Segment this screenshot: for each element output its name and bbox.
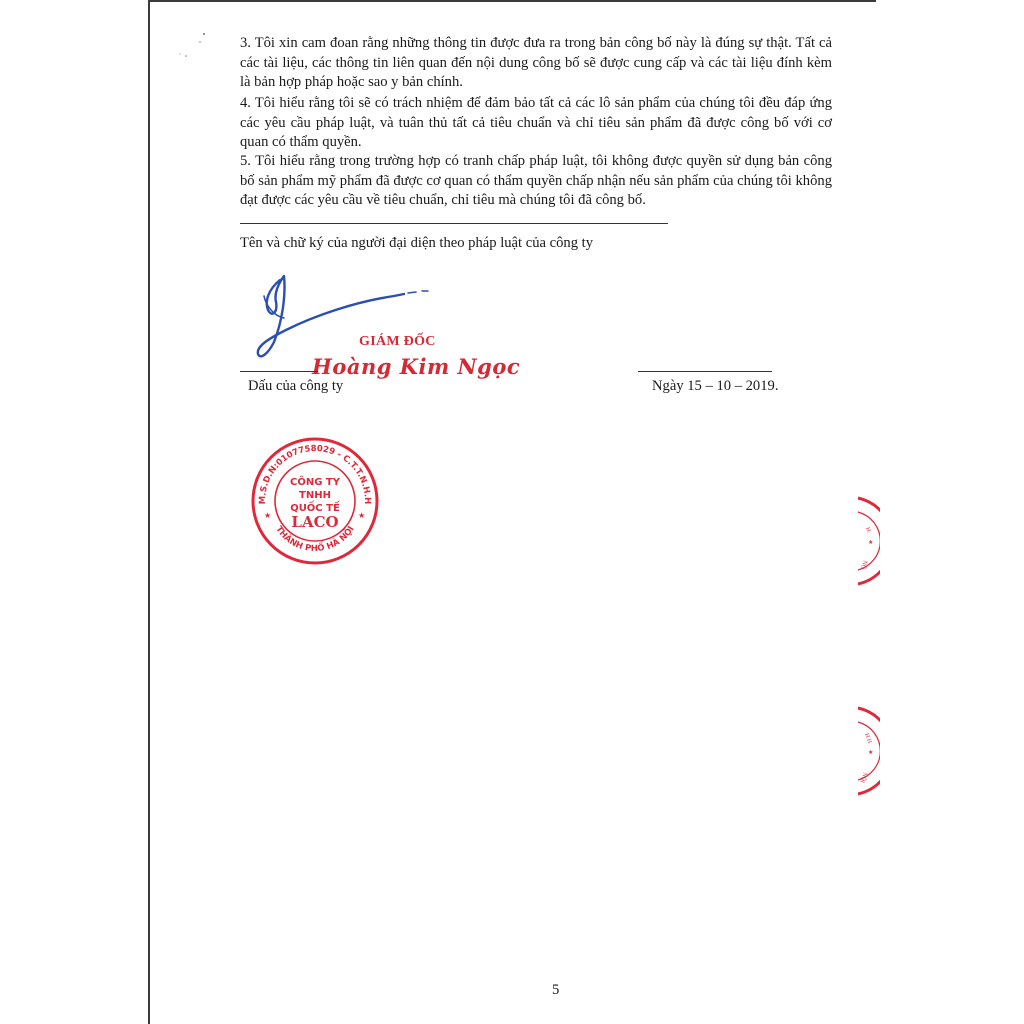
svg-text:H.: H. <box>864 526 872 535</box>
divider-line <box>240 223 668 224</box>
page-number: 5 <box>552 982 560 998</box>
signature-label: Tên và chữ ký của người đại diện theo pháp luật của công ty <box>240 235 594 251</box>
clause-3: 3. Tôi xin cam đoan rằng những thông tin được đưa ra trong bản công bố này là đúng sự thật. Tất cả các tài liệu, các thông tin liên quan đến nội dung công bố sẽ được cung cấp và các tài liệu đính kèm là bản hợp pháp hoặc sao y bản chính. <box>240 35 832 90</box>
seal-line-4: LACO <box>291 513 339 531</box>
svg-text:★: ★ <box>868 540 874 546</box>
clause-5: 5. Tôi hiểu rằng trong trường hợp có tranh chấp pháp luật, tôi không được quyền sử dụng bản công bố sản phẩm mỹ phẩm đã được cơ quan có thẩm quyền chấp nhận nếu sản phẩm của chúng tôi không đạt được các yêu cầu về tiêu chuẩn, chỉ tiêu mà chúng tôi đã công bố. <box>240 153 832 208</box>
seal-line-2: TNHH <box>299 490 331 501</box>
svg-text:★: ★ <box>868 750 874 756</box>
seal-star-left: ★ <box>264 511 272 520</box>
clause-4: 4. Tôi hiểu rằng tôi sẽ có trách nhiệm để đảm bảo tất cả các lô sản phẩm của chúng tôi đều đáp ứng các yêu cầu pháp luật, và tuân thủ tất cả tiêu chuẩn và chỉ tiêu sản phẩm đã được công bố với cơ quan có thẩm quyền. <box>240 95 832 150</box>
director-name: Hoàng Kim Ngọc <box>312 354 521 379</box>
handwritten-signature <box>244 266 434 366</box>
director-title: GIÁM ĐỐC <box>359 334 436 349</box>
svg-text:NỘ: NỘ <box>859 559 868 570</box>
seal-line-3: QUỐC TẾ <box>290 503 340 514</box>
scan-specks <box>170 24 230 64</box>
svg-text:NỘI: NỘI <box>858 771 868 784</box>
signature-underline <box>240 371 318 372</box>
seal-bottom-text: THÀNH PHỐ HÀ NỘI <box>273 524 357 555</box>
page-edge-top <box>148 0 876 2</box>
seam-stamp-fragment <box>856 706 880 796</box>
company-seal-label: Dấu của công ty <box>248 378 344 394</box>
seal-star-right: ★ <box>358 511 366 520</box>
seal-line-1: CÔNG TY <box>290 477 340 488</box>
page-edge-left <box>148 0 150 1024</box>
company-seal <box>250 436 380 566</box>
svg-text:H.H: H.H <box>863 732 873 745</box>
seam-stamp-fragment <box>856 496 880 586</box>
seal-ring-text: M.S.D.N:0107758029 - C.T.T.N.H.H <box>257 443 373 505</box>
document-date: Ngày 15 – 10 – 2019. <box>652 378 779 394</box>
date-underline <box>638 371 772 372</box>
